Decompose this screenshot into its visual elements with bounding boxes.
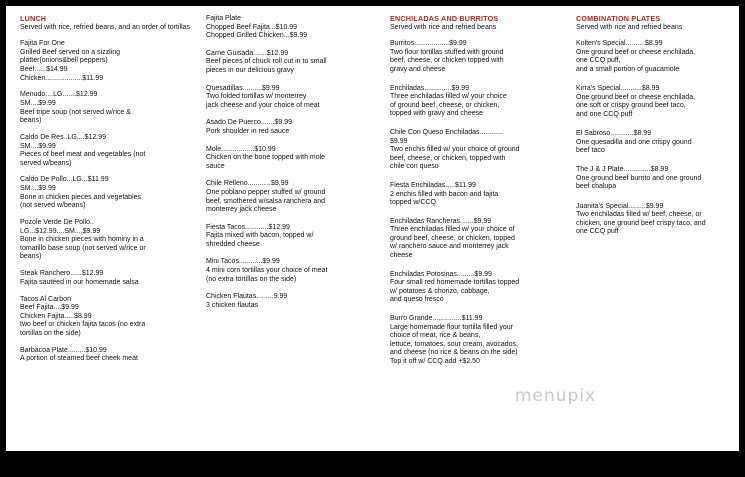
menu-item (20, 176, 195, 210)
menu-item (206, 119, 376, 136)
menupix-watermark: menupix (515, 386, 597, 406)
menu-item-description: Large homemade flour tortilla filled your choice of meat, rice & beans, lettuce, tomatoes, sour cream, avocados, and cheese (no rice & beans on the side) Top it off w/ CCQ add +$2.50 (390, 323, 519, 365)
menu-item (206, 50, 376, 76)
column-lunch (20, 15, 195, 372)
menu-item-description: SM....$9.99 Pieces of beef meat and vegetables (not served w/beans) (20, 142, 146, 167)
menu-item-description: Chicken on the bone topped with mole sauce (206, 154, 326, 170)
menu-item (20, 296, 195, 339)
menu-item (390, 182, 566, 208)
menu-item (206, 224, 376, 250)
menu-item-description: Two enchiladas filled w/ beef, cheese, or chicken, one ground beef crispy taco, and one CCQ puff (576, 211, 706, 236)
menu-item-description: $9.99 Two enchis filled w/ your choice of ground beef, cheese, or chicken, topped with chile con queso (390, 137, 520, 171)
menu-item-name: Enchiladas Potosinas.........$9.99 (390, 270, 492, 278)
column-enchiladas-and-burritos (390, 15, 566, 377)
menu-item (390, 271, 566, 305)
menu-item (20, 91, 195, 125)
menu-item-description: Chopped Beef Fajita...$10.99 Chopped Grilled Chicken...$9.99 (206, 23, 308, 40)
menu-item-description: One ground beef or cheese enchilada, one CCQ puff, and a small portion of guacamole (576, 48, 696, 73)
menu-page (6, 6, 739, 451)
column-lunch-continued (206, 15, 376, 319)
menu-item-name: Pozole Verde De Pollo.. (20, 219, 94, 227)
menu-item-name: Steak Ranchero......$12.99 (20, 270, 104, 278)
menu-item (206, 293, 376, 310)
menu-item-description: 2 enchis filled with bacon and fajita topped w/CCQ (390, 190, 499, 207)
menu-item-name: The J & J Plate..............$8.99 (576, 166, 669, 174)
menu-item-name: Enchiladas..............$9.99 (390, 84, 469, 92)
menu-item-name: Burro Grande...............$11.99 (390, 315, 483, 323)
menu-item-name: Caldo De Res..LG....$12.99 (20, 133, 106, 141)
menu-item (390, 85, 566, 119)
menu-item-description: One ground beef or cheese enchilada, one soft or crispy ground beef taco, and one CCQ puff (576, 93, 696, 118)
section-title: COMBINATION PLATES (576, 14, 661, 23)
menu-item-description: Grilled Beef served on a sizzling platter(onions&bell peppers) Beef......$14.99 Chicken...................$11.99 (20, 48, 120, 82)
menu-item-description: LG...$12.99....SM....$9.99 Bone in chicken pieces with hominy in a tomatillo base soup (not served w/rice or beans) (20, 227, 146, 261)
menu-item (206, 146, 376, 172)
menu-item (206, 85, 376, 111)
menu-item-name: Fiesta Enchiladas.....$11.99 (390, 181, 476, 189)
menu-item (206, 180, 376, 214)
menu-item-description: 3 chicken flautas (206, 301, 259, 309)
menu-item-description: Three enchiladas filled w/ your choice of ground beef, cheese, or chicken, topped with gravy and cheese (390, 93, 507, 118)
menu-item-description: Two flour tortillas stuffed with ground beef, cheese, or chicken topped with gravy and cheese (390, 48, 504, 73)
menu-item-name: Burritos..................$9.99 (390, 40, 467, 48)
menu-item-name: Quesadillas..........$9.99 (206, 84, 280, 92)
menu-item (390, 315, 566, 367)
menu-item (20, 134, 195, 168)
menu-item (576, 85, 736, 119)
menu-item-description: One ground beef burrito and one ground beef chalupa (576, 174, 702, 191)
menu-item-name: Fajita Plate (206, 15, 242, 22)
menu-item-name: Menudo....LG.......$12.99 (20, 91, 98, 99)
menu-item (390, 129, 566, 172)
menu-item-description: Two folded tortillas w/ monterrey jack cheese and your choice of meat (206, 93, 320, 109)
menu-item-description: SM....$9.99 Bone in chicken pieces and vegetables (not served w/beans) (20, 185, 142, 210)
menu-item-description: Four small red homemade tortillas topped w/ potatoes & chorizo, cabbage, and queso fresco (390, 279, 520, 304)
menu-item (20, 40, 195, 83)
section-title: LUNCH (20, 14, 47, 23)
section-subtitle: Served with rice, refried beans, and an order of tortillas (20, 23, 191, 31)
menu-item-name: Chile Relleno............$9.99 (206, 180, 289, 188)
menu-item-name: Mole.................$10.99 (206, 145, 276, 153)
menu-item-name: Chile Con Queso Enchiladas............ (390, 128, 503, 136)
menu-item-name: Kirra's Special...........$8.99 (576, 85, 660, 93)
menu-item (390, 218, 566, 261)
section-subtitle: Served with rice and refried beans (390, 23, 497, 31)
menu-item-name: Tacos Al Carbon (20, 295, 71, 303)
menu-item-description: Beef Fajita....$9.99 Chicken Fajita.....$8.99 two beef or chicken fajita tacos (no extra tortillas on the side) (20, 304, 146, 337)
menu-item-description: Pork shoulder in red sauce (206, 127, 290, 135)
menu-item-description: A portion of steamed beef cheek meat (20, 355, 138, 363)
menu-item (576, 40, 736, 74)
menu-item-name: El Sabroso............$8.99 (576, 129, 652, 137)
menu-item-name: Barbacoa Plate.........$10.99 (20, 346, 107, 354)
menu-item-name: Juanita's Special.........$9.99 (576, 202, 664, 210)
menu-item-description: 4 mini corn tortillas your choice of meat (no extra tortillas on the side) (206, 267, 328, 283)
menu-item (20, 270, 195, 287)
menu-item-name: Fiesta Tacos............$12.99 (206, 223, 290, 231)
section-title: ENCHILADAS AND BURRITOS (390, 14, 499, 23)
menu-item-description: Fajita mixed with bacon, topped w/ shredded cheese (206, 232, 314, 248)
menu-item-name: Chicken Flautas.........9.99 (206, 293, 288, 301)
menu-item-description: One poblano pepper stuffed w/ ground beef, smothered w/salsa ranchera and monterrey jack cheese (206, 188, 326, 214)
menu-item (20, 219, 195, 262)
menu-item (20, 347, 195, 364)
menu-item (576, 166, 736, 192)
menu-item-description: Beef pieces of chuck roll cut in to small pieces in our delicious gravy (206, 58, 327, 74)
menu-item-name: Caldo De Pollo...LG...$11.99 (20, 176, 109, 184)
menu-item (206, 15, 376, 41)
menu-item-description: SM....$9.99 Beef tripe soup (not served w/rice & beans) (20, 99, 131, 125)
column-combination-plates (576, 15, 736, 247)
menu-item-name: Kolten's Special..........$8.99 (576, 40, 663, 48)
menu-item (390, 40, 566, 74)
menu-item-description: Three enchiladas filled w/ your choice of ground beef, cheese, or chicken, topped w/ ranchero sauce and monterrey jack cheese (390, 226, 515, 260)
section-subtitle: Served with rice and refried beans (576, 23, 683, 31)
menu-item-name: Carne Guisada.......$12.99 (206, 49, 289, 57)
menu-item (576, 203, 736, 237)
menu-item-name: Enchiladas Rancheras.......$9.99 (390, 217, 492, 225)
menu-item-name: Asado De Puerco.......$9.99 (206, 119, 292, 127)
menu-item-name: Fajita For One (20, 40, 65, 48)
menu-item-description: Fajita sautéed in our homemade salsa (20, 278, 139, 286)
menu-item-description: One quesadilla and one crispy gound beef taco (576, 138, 692, 155)
menu-item-name: Mini Tacos............$9.99 (206, 258, 280, 266)
menu-item (206, 258, 376, 284)
menu-item (576, 130, 736, 156)
